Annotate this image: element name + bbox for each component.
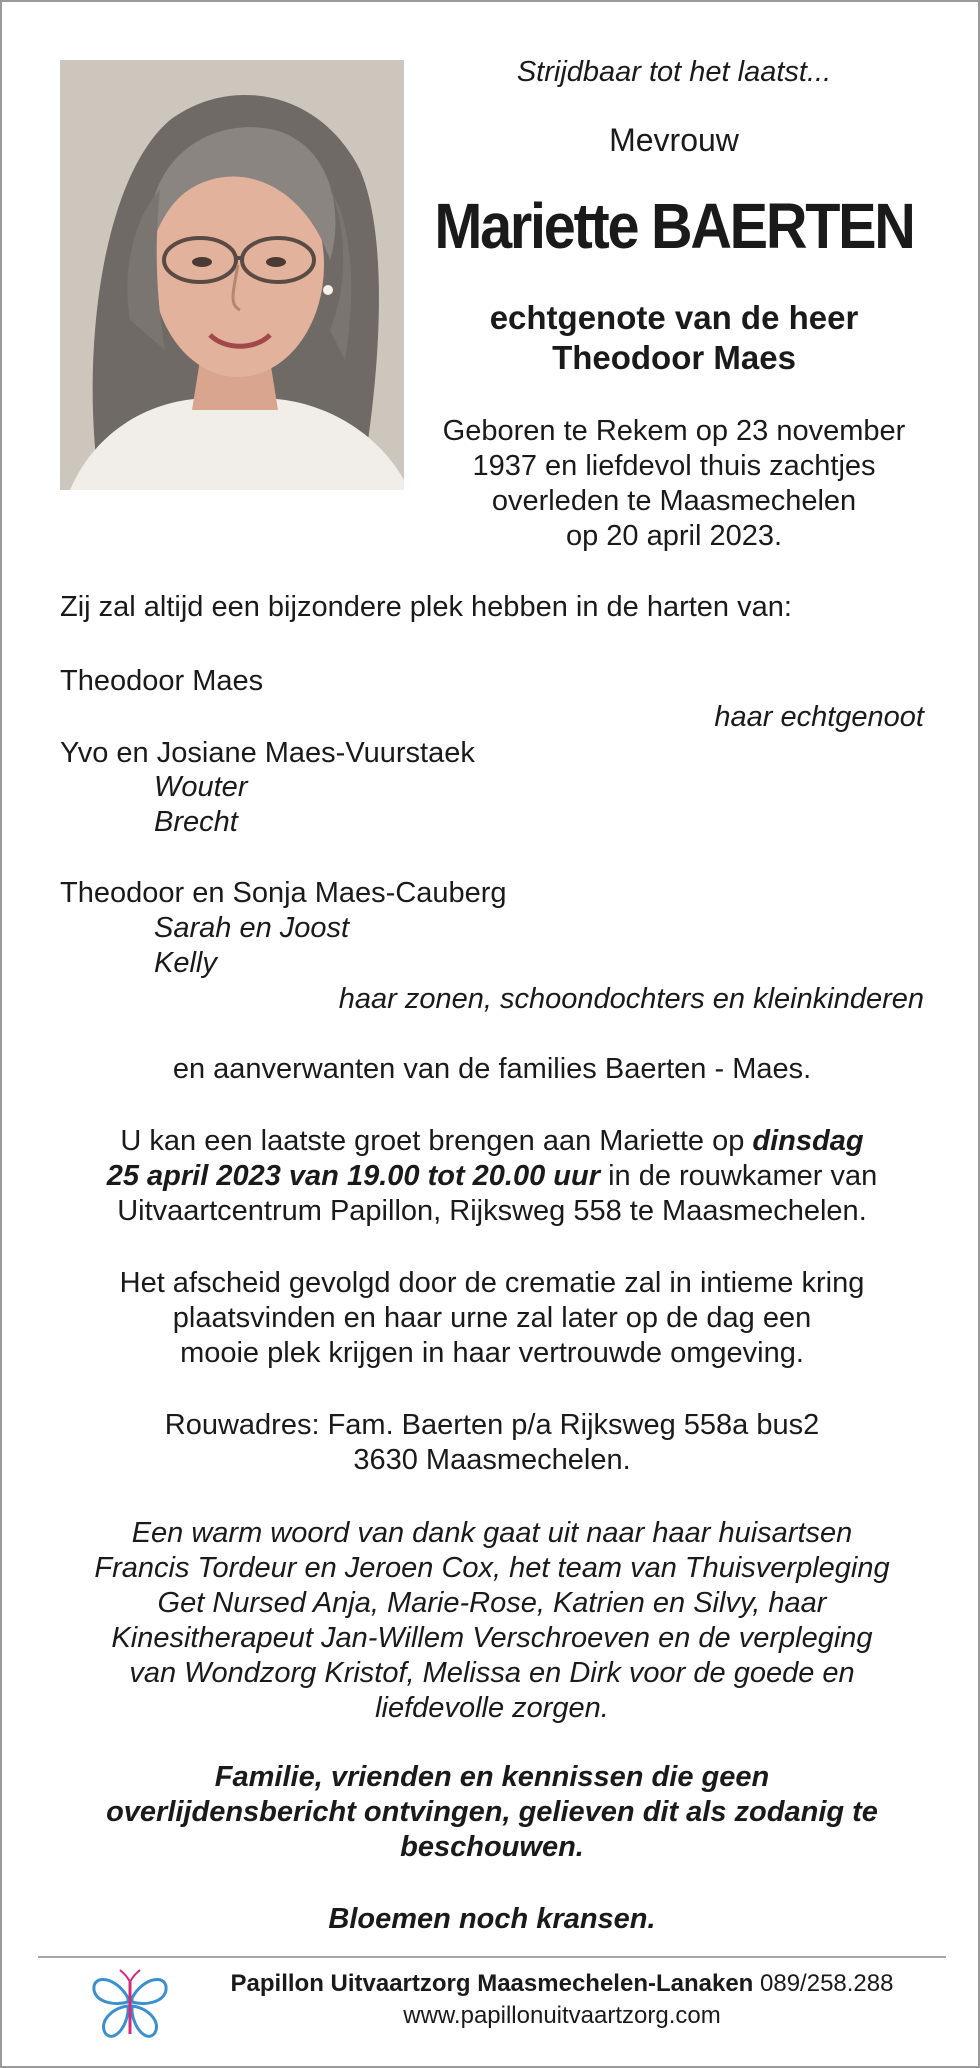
portrait-photo bbox=[60, 60, 404, 490]
company-name: Papillon Uitvaartzorg Maasmechelen-Lanaken bbox=[230, 1970, 754, 1997]
flowers-note: Bloemen noch kransen. bbox=[328, 1903, 656, 1935]
notice-closing bbox=[60, 1760, 924, 1865]
grandchild-name: Sarah en Joost bbox=[154, 912, 350, 944]
intro-text: Zij zal altijd een bijzondere plek hebben in de harten van: bbox=[60, 591, 792, 623]
company-website: www.papillonuitvaartzorg.com bbox=[403, 2002, 721, 2029]
visitation-day: dinsdag bbox=[752, 1125, 864, 1157]
farewell-line: plaatsvinden en haar urne zal later op de dag een bbox=[172, 1302, 812, 1334]
visitation-date-time: 25 april 2023 van 19.00 tot 20.00 uur bbox=[106, 1160, 601, 1192]
closing-line: beschouwen. bbox=[400, 1831, 584, 1863]
title-prefix: Mevrouw bbox=[609, 122, 739, 158]
butterfly-wing-right-top bbox=[132, 1980, 166, 2004]
spouse-line bbox=[404, 298, 944, 378]
visitation-line bbox=[60, 1159, 924, 1194]
family-1-name: Yvo en Josiane Maes-Vuurstaek bbox=[60, 737, 475, 769]
birth-death-line: op 20 april 2023. bbox=[565, 520, 783, 552]
children-role: haar zonen, schoondochters en kleinkinderen bbox=[338, 983, 924, 1015]
closing-line: Familie, vrienden en kennissen die geen bbox=[214, 1761, 770, 1793]
thanks-line: Get Nursed Anja, Marie-Rose, Katrien en Silvy, haar bbox=[157, 1587, 827, 1619]
butterfly-logo-icon bbox=[86, 1968, 174, 2044]
birth-death-text bbox=[404, 414, 944, 554]
spouse-line-2: Theodoor Maes bbox=[552, 339, 796, 376]
family-2-name: Theodoor en Sonja Maes-Cauberg bbox=[60, 877, 507, 909]
footer-company-line bbox=[182, 1968, 942, 2000]
birth-death-line: 1937 en liefdevol thuis zachtjes bbox=[472, 450, 876, 482]
farewell-line: mooie plek krijgen in haar vertrouwde omgeving. bbox=[180, 1337, 804, 1369]
spouse-line-1: echtgenote van de heer bbox=[489, 299, 859, 336]
footer-divider bbox=[38, 1956, 946, 1958]
butterfly-wing-left-top bbox=[94, 1980, 128, 2004]
thanks-line: Francis Tordeur en Jeroen Cox, het team van Thuisverpleging bbox=[94, 1552, 890, 1584]
birth-death-line: Geboren te Rekem op 23 november bbox=[442, 415, 906, 447]
grandchild-name: Kelly bbox=[154, 947, 217, 979]
spouse-role: haar echtgenoot bbox=[714, 701, 924, 733]
thanks-line: Een warm woord van dank gaat uit naar haar huisartsen bbox=[131, 1517, 853, 1549]
address-line: 3630 Maasmechelen. bbox=[353, 1444, 631, 1476]
thanks-line: Kinesitherapeut Jan-Willem Verschroeven en de verpleging bbox=[111, 1622, 873, 1654]
grandchild-name: Wouter bbox=[154, 771, 248, 803]
butterfly-wing-left-bottom bbox=[103, 2006, 128, 2036]
butterfly-antenna bbox=[120, 1970, 130, 1982]
visitation-text bbox=[60, 1124, 924, 1229]
thanks-line: liefdevolle zorgen. bbox=[375, 1692, 609, 1724]
deceased-name: Mariette BAERTEN bbox=[434, 190, 914, 262]
closing-line: overlijdensbericht ontvingen, gelieven dit als zodanig te bbox=[106, 1796, 878, 1828]
butterfly-antenna bbox=[130, 1970, 140, 1982]
motto: Strijdbaar tot het laatst... bbox=[516, 56, 832, 88]
farewell-text bbox=[60, 1266, 924, 1371]
visitation-line bbox=[60, 1124, 924, 1159]
relatives-line: en aanverwanten van de families Baerten - Maes. bbox=[172, 1053, 812, 1085]
visitation-part: in de rouwkamer van bbox=[600, 1160, 878, 1192]
farewell-line: Het afscheid gevolgd door de crematie zal in intieme kring bbox=[119, 1267, 865, 1299]
mourning-address bbox=[60, 1408, 924, 1478]
thanks-line: van Wondzorg Kristof, Melissa en Dirk voor de goede en bbox=[129, 1657, 855, 1689]
company-phone: 089/258.288 bbox=[753, 1970, 894, 1997]
visitation-part: U kan een laatste groet brengen aan Mariette op bbox=[120, 1125, 753, 1157]
butterfly-wing-right-bottom bbox=[132, 2006, 157, 2036]
grandchild-name: Brecht bbox=[154, 806, 238, 838]
thanks-text bbox=[60, 1516, 924, 1726]
address-line: Rouwadres: Fam. Baerten p/a Rijksweg 558a bus2 bbox=[164, 1409, 820, 1441]
birth-death-line: overleden te Maasmechelen bbox=[491, 485, 857, 517]
spouse-name: Theodoor Maes bbox=[60, 665, 264, 697]
visitation-line: Uitvaartcentrum Papillon, Rijksweg 558 te Maasmechelen. bbox=[117, 1195, 867, 1227]
